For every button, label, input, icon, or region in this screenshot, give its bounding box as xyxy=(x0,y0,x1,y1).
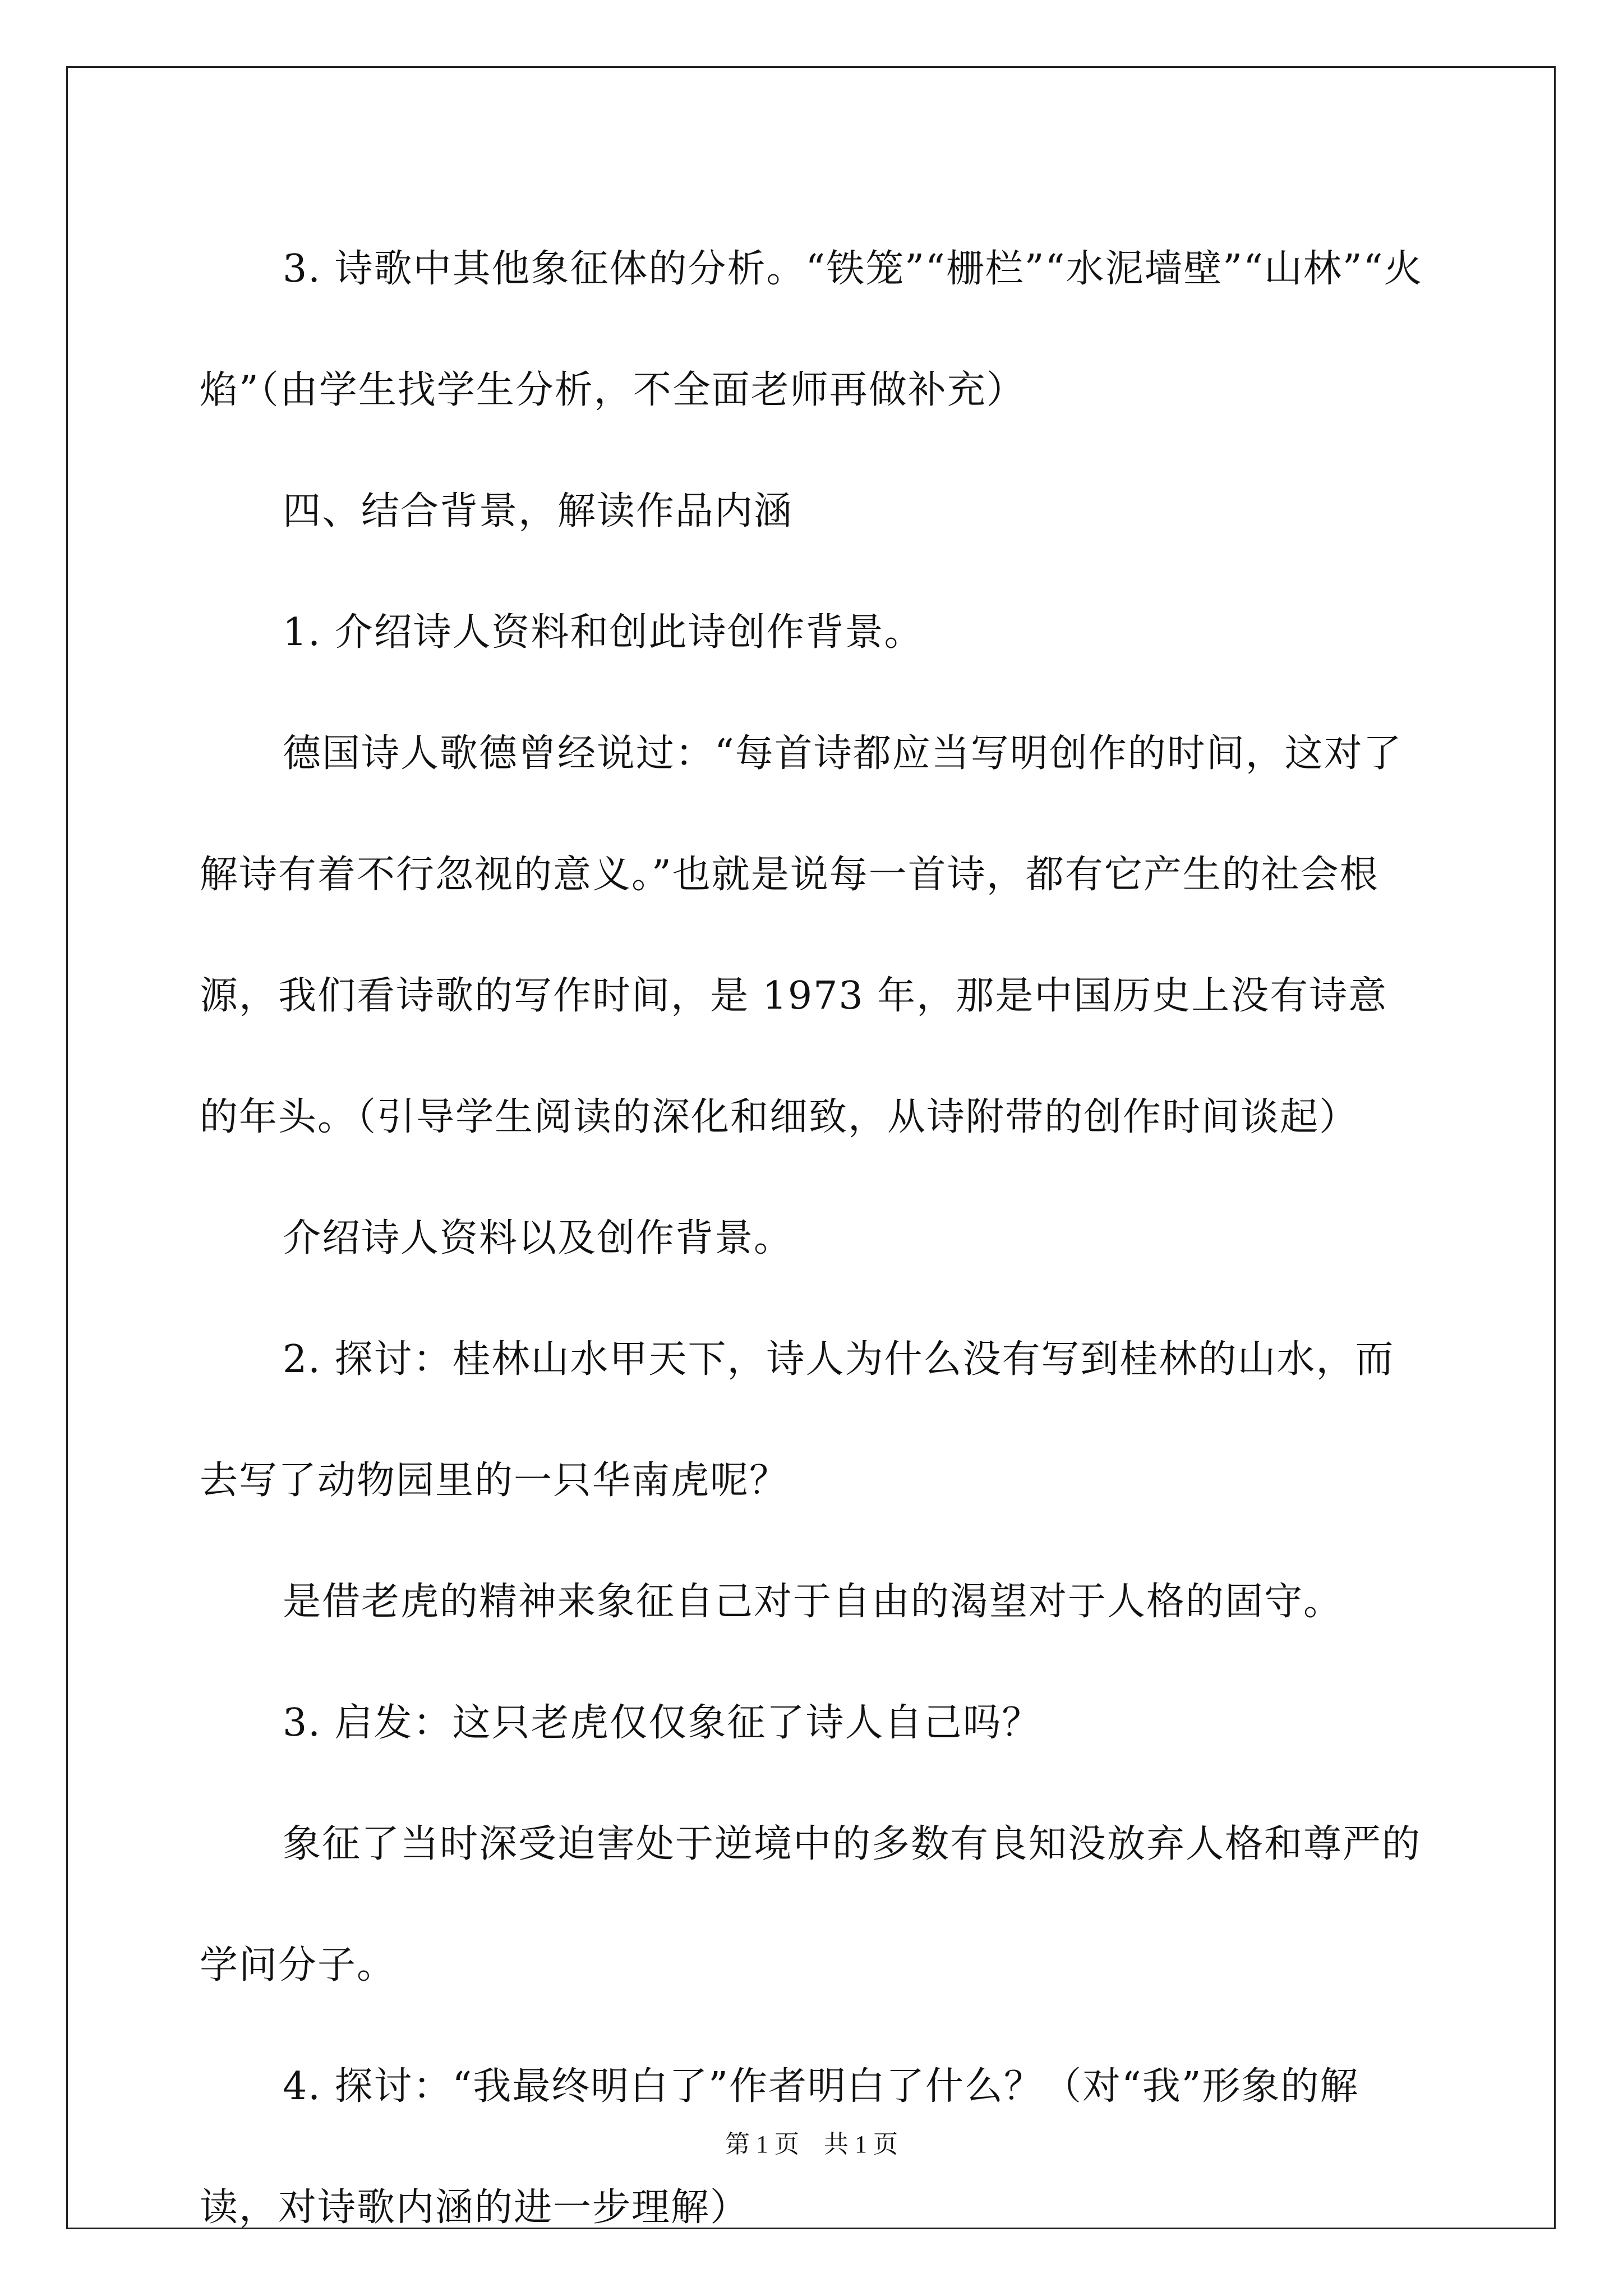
paragraph: 象征了当时深受迫害处于逆境中的多数有良知没放弃人格和尊严的学问分子。 xyxy=(200,1822,1422,1987)
page-footer: 第 1 页 共 1 页 xyxy=(725,2131,898,2158)
paragraph: 4. 探讨：“我最终明白了”作者明白了什么？（对“我”形象的解读，对诗歌内涵的进一步理解） xyxy=(200,2064,1359,2230)
paragraph: 1. 介绍诗人资料和创此诗创作背景。 xyxy=(283,610,924,655)
paragraph: 介绍诗人资料以及创作背景。 xyxy=(283,1216,794,1260)
paragraph: 是借老虎的精神来象征自己对于自由的渴望对于人格的固守。 xyxy=(283,1580,1343,1624)
paragraph: 德国诗人歌德曾经说过：“每首诗都应当写明创作的时间，这对了解诗有着不行忽视的意义。”也就是说每一首诗，都有它产生的社会根源，我们看诗歌的写作时间，是 1973 年，那是中国历史上没有诗意的年头。（引导学生阅读的深化和细致，从诗附带的创作时间谈起） xyxy=(200,731,1403,1139)
paragraph: 2. 探讨：桂林山水甲天下，诗人为什么没有写到桂林的山水，而去写了动物园里的一只华南虎呢？ xyxy=(200,1337,1395,1503)
paragraph: 3. 诗歌中其他象征体的分析。“铁笼”“栅栏”“水泥墙壁”“山林”“火焰”（由学生找学生分析，不全面老师再做补充） xyxy=(200,247,1423,412)
section-heading: 四、结合背景，解读作品内涵 xyxy=(283,489,794,533)
paragraph: 3. 启发：这只老虎仅仅象征了诗人自己吗？ xyxy=(283,1701,1041,1745)
document-body xyxy=(200,209,1424,2269)
